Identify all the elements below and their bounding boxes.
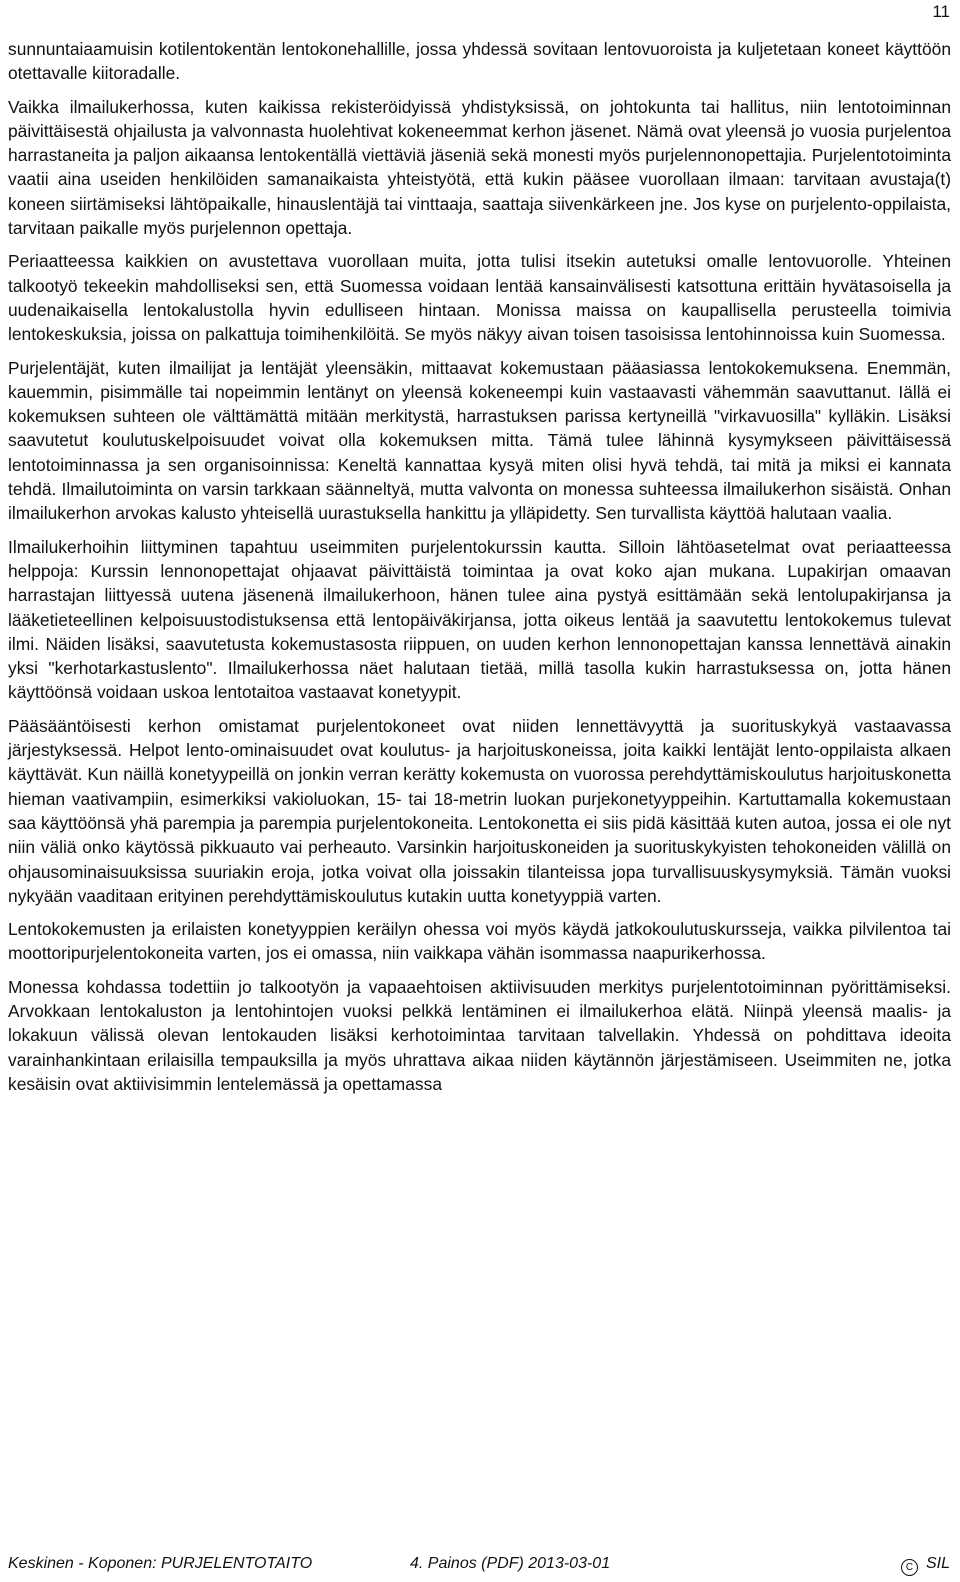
footer-book-title: Keskinen - Koponen: PURJELENTOTAITO [8,1555,313,1572]
footer-publisher [901,1554,950,1576]
paragraph: Purjelentäjät, kuten ilmailijat ja lentäjät yleensäkin, mittaavat kokemustaan pääasiassa lentokokemuksena. Enemmän, kauemmin, pisimmälle tai nopeimmin lentänyt on yleensä kokeneempi kuin vastaavasti vähemmän saavuttanut. Iällä ei kokemuksen suhteen ole välttämättä mitään merkitystä, harrastuksen parissa kertyneillä "virkavuosilla" kylläkin. Lisäksi saavutetut koulutuskelpoisuudet voivat olla kokemuksen mitta. Tämä tulee lähinnä kysymykseen päivittäisessä lentotoiminnassa ja sen organisoinnissa: Keneltä kannattaa kysyä miten olisi hyvä tehdä, tai mitä ja miksi ei kannata tehdä. Ilmailutoiminta on varsin tarkkaan säänneltyä, mutta valvonta on monessa suhteessa ilmailukerhon sisäistä. Onhan ilmailukerhon arvokas kalusto yhteisellä uurastuksella hankittu ja ylläpidetty. Sen turvallista käyttöä halutaan vaalia. [8,357,951,524]
paragraph: Monessa kohdassa todettiin jo talkootyön ja vapaaehtoisen aktiivisuuden merkitys purjelentotoiminnan pyörittämiseksi. Arvokkaan lentokaluston ja lentohintojen vuoksi pelkkä lentäminen ei ilmailukerhoa elätä. Niinpä yleensä maalis- ja lokakuun välissä olevan lentokauden lisäksi kerhotoimintaa tarvitaan talvellakin. Yhdessä on pohdittava ideoita varainhankintaan erilaisilla tempauksilla ja myös uhrattava aikaa niiden käytännön järjestämiseen. Useimmiten ne, jotka kesäisin ovat aktiivisimmin lentelemässä ja opettamassa [8,976,951,1094]
paragraph: Lentokokemusten ja erilaisten konetyyppien keräilyn ohessa voi myös käydä jatkokoulutuskursseja, vaikka pilvilentoa tai moottoripurjelentokoneita varten, jos ei omassa, niin vaikkapa vähän isommassa naapurikerhossa. [8,919,951,964]
page-number: 11 [932,2,950,21]
paragraph: Periaatteessa kaikkien on avustettava vuorollaan muita, jotta tulisi itsekin autetuksi omalle lentovuorolle. Yhteinen talkootyö tekeekin mahdolliseksi sen, että Suomessa voidaan lentää kansainvälisesti katsottuna erittäin hyvätasoisella ja uudenaikaisella lentokalustolla hyvin edulliseen hintaan. Monissa maissa on kaupallisella perusteella toimivia lentokeskuksia, joissa on palkattuja toimihenkilöitä. Se myös näkyy aivan toisen tasoisissa lentohinnoissa kuin Suomessa. [8,251,951,345]
body-text [8,37,951,1105]
paragraph: Ilmailukerhoihin liittyminen tapahtuu useimmiten purjelentokurssin kautta. Silloin lähtöasetelmat ovat periaatteessa helppoja: Kurssin lennonopettajat ohjaavat päivittäistä toimintaa ja ovat koko ajan mukana. Lupakirjan omaavan harrastajan liittyessä uutena jäsenenä ilmailukerhoon, hänen tulee aina pystyä esittämään sekä lentolupakirjansa ja lääketieteellinen kelpoisuustodistuksensa että lentopäiväkirjansa, jotta oikeus lentää ja saavutettu lentokokemus tulevat ilmi. Näiden lisäksi, saavutetusta kokemustasosta riippuen, on uuden kerhon lennonopettajan kanssa lennettävä ainakin yksi "kerhotarkastuslento". Ilmailukerhossa näet halutaan tietää, millä tasolla kukin harrastuksessa on, jotta hänen käyttöönsä voidaan uskoa lentotaitoa vastaavat konetyypit. [8,536,951,703]
paragraph: Vaikka ilmailukerhossa, kuten kaikissa rekisteröidyissä yhdistyksissä, on johtokunta tai hallitus, niin lentotoiminnan päivittäisestä ohjailusta ja valvonnasta huolehtivat kokeneemmat kerhon jäsenet. Nämä ovat yleensä jo vuosia purjelentoa harrastaneita ja paljon aikaansa lentokentällä viettäviä jäseniä sekä monesti myös purjelennonopettajia. Purjelentotoiminta vaatii aina useiden henkilöiden samanaikaista yhteistyötä, että kukin pääsee vuorollaan ilmaan: tarvitaan avustaja(t) koneen siirtämiseksi lähtöpaikalle, hinauslentäjä tai vinttaaja, saattaja siivenkärkeen jne. Jos kyse on purjelento-oppilaista, tarvitaan paikalle myös purjelennon opettaja. [8,96,951,239]
footer-publisher-name: SIL [925,1555,950,1572]
copyright-icon: C [901,1559,918,1576]
paragraph: sunnuntaiaamuisin kotilentokentän lentokonehallille, jossa yhdessä sovitaan lentovuoroista ja kuljetetaan koneet käyttöön otettavalle kiitoradalle. [8,39,951,84]
paragraph: Pääsääntöisesti kerhon omistamat purjelentokoneet ovat niiden lennettävyyttä ja suorituskykyä vastaavassa järjestyksessä. Helpot lento-ominaisuudet ovat koulutus- ja harjoituskoneissa, joita kaikki lentäjät lento-oppilaista alkaen käyttävät. Kun näillä konetyypeillä on jonkin verran kerätty kokemusta on vuorossa perehdyttämiskoulutus harjoituskonetta hieman vaativampiin, esimerkiksi vakioluokan, 15- tai 18-metrin luokan purjekonetyyppeihin. Kartuttamalla kokemustaan saa käyttöönsä yhä parempia ja parempia purjelentokoneita. Lentokonetta ei siis pidä käsittää kuten autoa, jossa ei ole nyt niin väliä onko käytössä pikkuauto vai perheauto. Varsinkin harjoituskoneiden ja suorituskykyisten tehokoneiden välillä on ohjausominaisuuksissa suuriakin eroja, jotka voivat olla joissakin tilanteissa jopa turvallisuuskysymyksiä. Tämän vuoksi nykyään vaaditaan erityinen perehdyttämiskoulutus kutakin uutta konetyyppiä varten. [8,715,951,906]
footer-edition: 4. Painos (PDF) 2013-03-01 [410,1555,611,1572]
